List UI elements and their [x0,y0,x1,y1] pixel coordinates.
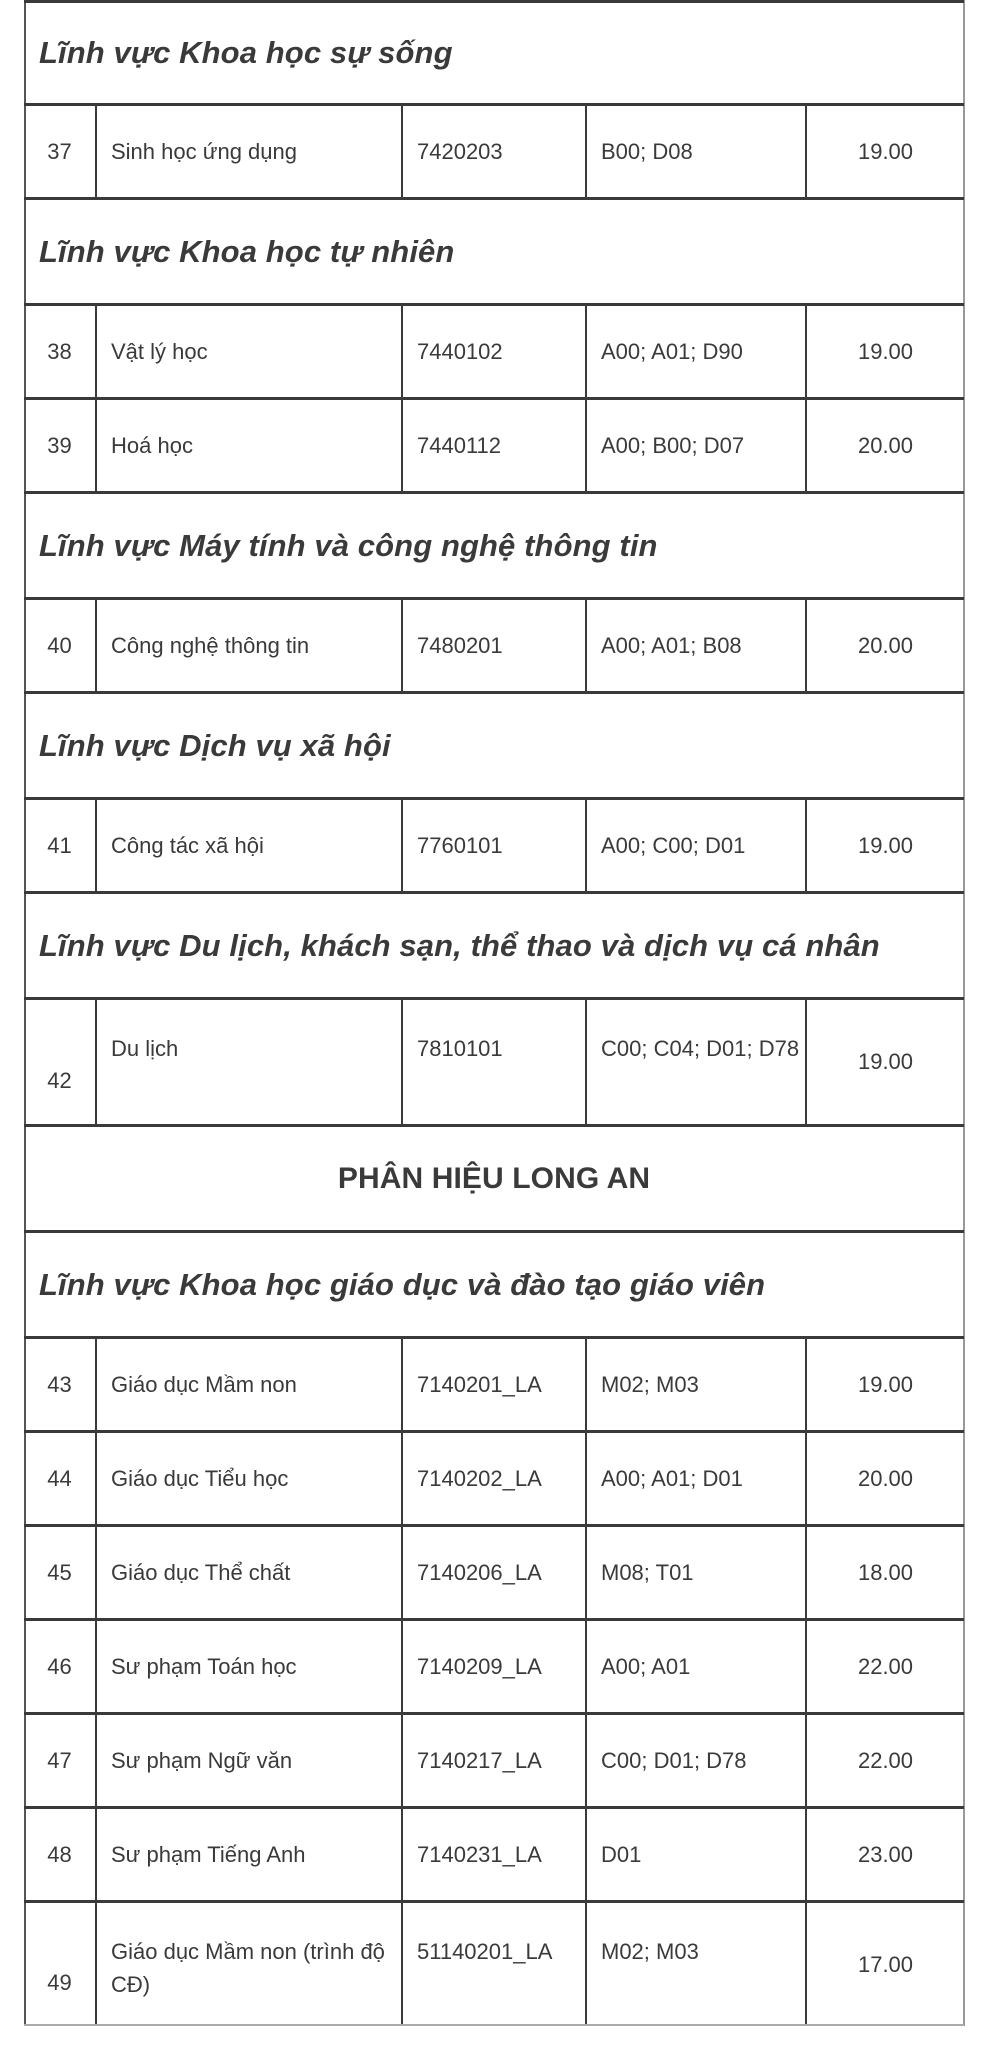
program-name [97,600,403,691]
subject-combinations-text: A00; C00; D01 [601,832,746,858]
section-title: Lĩnh vực Khoa học giáo dục và đào tạo giáo viên [39,1266,766,1302]
subject-combinations [587,1000,807,1124]
row-number [24,1339,97,1430]
cutoff-score-text: 17.00 [857,1951,914,1977]
section-header [24,1230,964,1336]
cutoff-score-text: 19.00 [857,1049,914,1074]
program-code-text: 7440102 [417,338,503,364]
subject-combinations [587,1809,807,1900]
subject-combinations [587,1621,807,1712]
row-number-text: 38 [47,338,72,364]
cutoff-score-text: 20.00 [857,432,914,458]
branch-header [24,1124,964,1230]
cutoff-score-text: 22.00 [857,1653,914,1679]
program-name-text: Công tác xã hội [111,832,264,858]
row-number [24,106,97,197]
subject-combinations-text: A00; A01; D01 [601,1465,743,1491]
section-header [24,691,964,797]
row-number [24,1809,97,1900]
row-number [24,1621,97,1712]
program-name [97,1715,403,1806]
cutoff-score-text: 23.00 [857,1841,914,1867]
program-name [97,1809,403,1900]
cutoff-score-text: 19.00 [857,832,914,858]
table-row [24,103,964,197]
program-name-text: Sư phạm Toán học [111,1653,297,1679]
table-row [24,1712,964,1806]
program-code [403,1000,587,1124]
row-number [24,1000,97,1124]
subject-combinations-text: A00; A01; D90 [601,338,743,364]
row-number-text: 47 [47,1747,72,1773]
cutoff-score [807,1809,964,1900]
program-code [403,1339,587,1430]
program-code-text: 7420203 [417,138,503,164]
subject-combinations [587,600,807,691]
subject-combinations-text: A00; A01; B08 [601,632,742,658]
cutoff-score-text: 18.00 [857,1559,914,1585]
program-code [403,1809,587,1900]
table-row [24,1900,964,2026]
program-name [97,800,403,891]
program-code [403,400,587,491]
subject-combinations-text: M02; M03 [601,1371,699,1397]
cutoff-score [807,1903,964,2026]
program-code-text: 51140201_LA [417,1939,553,1964]
cutoff-score [807,600,964,691]
program-name-text: Sư phạm Tiếng Anh [111,1841,306,1867]
program-name-text: Giáo dục Mầm non [111,1371,297,1397]
program-code-text: 7480201 [417,632,503,658]
row-number [24,1527,97,1618]
program-name [97,106,403,197]
section-title: Lĩnh vực Khoa học sự sống [39,35,453,70]
subject-combinations [587,400,807,491]
table-row [24,1430,964,1524]
program-code [403,1433,587,1524]
program-name-text: Giáo dục Mầm non (trình độ CĐ) [111,1939,385,1997]
row-number-text: 39 [47,432,72,458]
program-code [403,1903,587,2026]
cutoff-score-text: 19.00 [857,138,914,164]
program-code-text: 7760101 [417,832,503,858]
subject-combinations [587,306,807,397]
row-number-text: 40 [47,632,72,658]
cutoff-score [807,1715,964,1806]
cutoff-score [807,1527,964,1618]
row-number-text: 37 [47,138,72,164]
program-code-text: 7810101 [417,1036,503,1061]
section-header [24,0,964,103]
program-name-text: Sinh học ứng dụng [111,138,297,164]
program-name [97,1527,403,1618]
section-title: Lĩnh vực Du lịch, khách sạn, thể thao và dịch vụ cá nhân [39,927,880,963]
program-name-text: Công nghệ thông tin [111,632,310,658]
program-code [403,1621,587,1712]
row-number-text: 43 [47,1371,72,1397]
table-row [24,597,964,691]
program-name [97,1000,403,1124]
program-name-text: Sư phạm Ngữ văn [111,1747,293,1773]
program-code-text: 7140217_LA [417,1747,542,1773]
row-number-text: 42 [47,1068,72,1093]
row-number [24,600,97,691]
row-number-text: 49 [47,1970,72,1995]
program-code [403,800,587,891]
program-name [97,400,403,491]
cutoff-score [807,1000,964,1124]
row-number [24,800,97,891]
program-name-text: Du lịch [111,1036,179,1061]
cutoff-score-text: 20.00 [857,632,914,658]
table-row [24,797,964,891]
section-header [24,197,964,303]
program-name-text: Vật lý học [111,338,208,364]
cutoff-score [807,306,964,397]
section-header [24,491,964,597]
program-name [97,1433,403,1524]
subject-combinations-text: D01 [601,1841,642,1867]
table-row [24,1524,964,1618]
cutoff-score-text: 19.00 [857,338,914,364]
row-number-text: 41 [47,832,72,858]
program-code-text: 7140209_LA [417,1653,542,1679]
row-number-text: 46 [47,1653,72,1679]
cutoff-score [807,800,964,891]
table-row [24,303,964,397]
row-number [24,306,97,397]
program-code [403,600,587,691]
program-code-text: 7140202_LA [417,1465,542,1491]
subject-combinations [587,1715,807,1806]
branch-title: PHÂN HIỆU LONG AN [337,1161,651,1195]
table-row [24,1618,964,1712]
subject-combinations-text: A00; A01 [601,1653,691,1679]
subject-combinations [587,106,807,197]
program-code-text: 7140206_LA [417,1559,542,1585]
table-row [24,1336,964,1430]
program-code [403,1715,587,1806]
program-name-text: Giáo dục Tiểu học [111,1465,289,1491]
section-title: Lĩnh vực Máy tính và công nghệ thông tin [39,527,658,563]
program-name [97,1339,403,1430]
subject-combinations-text: C00; C04; D01; D78 [601,1036,800,1061]
section-title: Lĩnh vực Khoa học tự nhiên [39,233,455,269]
cutoff-score-text: 19.00 [857,1371,914,1397]
subject-combinations [587,1903,807,2026]
table-row [24,397,964,491]
subject-combinations-text: B00; D08 [601,138,693,164]
cutoff-score [807,1433,964,1524]
program-code [403,1527,587,1618]
program-name [97,1903,403,2026]
row-number-text: 44 [47,1465,72,1491]
row-number [24,1903,97,2026]
subject-combinations-text: C00; D01; D78 [601,1747,747,1773]
program-code [403,106,587,197]
subject-combinations-text: M08; T01 [601,1559,694,1585]
program-name-text: Hoá học [111,432,193,458]
program-code-text: 7140231_LA [417,1841,542,1867]
cutoff-score-text: 20.00 [857,1465,914,1491]
program-code-text: 7440112 [417,432,502,458]
cutoff-score [807,1339,964,1430]
program-code [403,306,587,397]
row-number [24,400,97,491]
row-number-text: 48 [47,1841,72,1867]
cutoff-score [807,106,964,197]
subject-combinations-text: M02; M03 [601,1939,699,1964]
section-title: Lĩnh vực Dịch vụ xã hội [39,727,391,763]
row-number [24,1715,97,1806]
program-name-text: Giáo dục Thể chất [111,1559,291,1585]
table-row [24,1806,964,1900]
program-name [97,1621,403,1712]
subject-combinations [587,1339,807,1430]
table-bottom-border [24,2024,964,2026]
cutoff-score [807,400,964,491]
row-number-text: 45 [47,1559,72,1585]
program-name [97,306,403,397]
subject-combinations-text: A00; B00; D07 [601,432,745,458]
subject-combinations [587,1433,807,1524]
cutoff-score [807,1621,964,1712]
table-row [24,997,964,1124]
section-header [24,891,964,997]
program-code-text: 7140201_LA [417,1371,542,1397]
subject-combinations [587,800,807,891]
row-number [24,1433,97,1524]
cutoff-score-text: 22.00 [857,1747,914,1773]
subject-combinations [587,1527,807,1618]
